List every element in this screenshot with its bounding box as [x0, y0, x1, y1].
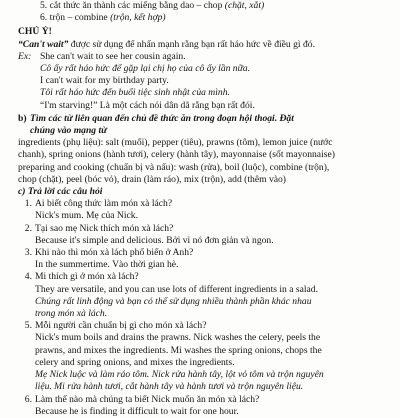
example-text: Tôi rất háo hức đến buổi tiệc sinh nhật của mình. [40, 87, 230, 99]
question-4 [18, 271, 394, 283]
answer-text: In the summertime. Vào thời gian hè. [35, 259, 179, 271]
example-quote-text: “I'm starving!” Là một cách nói dân dã rằng bạn rất đói. [40, 99, 255, 111]
answer-translation: Chúng rất linh động và bạn có thể sử dụng nhiều thành phần khác nhau [35, 295, 312, 307]
example-label: Ex: [18, 50, 32, 62]
question-text: Mi thích gì ở món xà lách? [35, 271, 139, 283]
note-intro-quote: “Can't wait” [18, 38, 69, 50]
example-text [18, 100, 394, 112]
section-b-body-line: ingredients (phụ liệu): salt (muối), pepper (tiêu), prawns (tôm), lemon juice (nước [18, 137, 333, 149]
question-5 [18, 320, 394, 332]
question-number: 1. [24, 198, 32, 210]
question-3 [18, 247, 394, 259]
example-text: I can't wait for my birthday party. [40, 75, 169, 87]
list-item-number: 5. [40, 0, 48, 11]
section-b-body-line: preparing and cooking (chuẩn bị và nấu): wash (rửa), boil (luộc), combine (trộn), [18, 161, 330, 173]
example-row [18, 51, 394, 63]
section-c-heading: c) Trả lời các câu hỏi [18, 186, 103, 198]
question-number: 4. [24, 271, 32, 283]
question-text: Mỗi người cần chuẩn bị gì cho món xà lách? [35, 320, 207, 332]
question-number: 3. [24, 247, 32, 259]
note-intro-text: được sử dụng để nhấn mạnh rằng bạn rất háo hức về điều gì đó. [68, 38, 315, 50]
note-title: CHÚ Ý! [18, 26, 52, 38]
answer-translation: trong món xà lách. [35, 308, 108, 320]
answer-text: Because it's simple and delicious. Bởi vì nó đơn giản và ngon. [35, 234, 274, 246]
question-number: 6. [24, 393, 32, 405]
list-item-5 [40, 0, 394, 12]
section-b-letter: b) [18, 112, 27, 124]
list-item-hint: (chặt, xắt) [224, 0, 265, 11]
answer-translation: liệu. Mi rửa hành tươi, cắt hành tây và hành tươi và trộn nguyên liệu. [35, 381, 304, 393]
note-intro [18, 39, 394, 51]
section-b-heading: chúng vào mạng từ [30, 125, 107, 137]
question-1 [18, 198, 394, 210]
answer-text: Nick's mum. Mẹ của Nick. [35, 210, 138, 222]
question-2 [18, 223, 394, 235]
answer-text: They are versatile, and you can use lots of different ingredients in a salad. [35, 283, 319, 295]
list-item-6 [40, 12, 394, 24]
answer-text: Nick's mum boils and drains the prawns. Nick washes the celery, peels the [35, 332, 321, 344]
section-b-body-line: chanh), spring onions (hành tươi), celery (hành tây), mayonnaise (sốt mayonnaise) [18, 149, 335, 161]
answer-text: prawns, and mixes the ingredients. Mi washes the spring onions, chops the [35, 344, 322, 356]
question-text: Ai biết công thức làm món xà lách? [35, 198, 173, 210]
list-item-text: trộn – combine [49, 12, 111, 24]
question-text: Làm thế nào mà chúng ta biết Nick muốn ăn món xà lách? [35, 393, 260, 405]
question-number: 2. [24, 222, 32, 234]
example-text: She can't wait to see her cousin again. [40, 50, 186, 62]
list-item-number: 6. [40, 12, 48, 24]
section-b-body-line: chop (chặt), peel (bóc vỏ), drain (làm ráo), mix (trộn), add (thêm vào) [18, 173, 286, 185]
example-text: Cô ấy rất háo hức để gặp lại chị họ của cô ấy lần nữa. [40, 63, 251, 75]
question-text: Khi nào thì món xà lách phổ biến ở Anh? [35, 247, 194, 259]
question-number: 5. [24, 320, 32, 332]
list-item-hint: (trộn, kết hợp) [110, 12, 166, 24]
answer-translation: Mẹ Nick luộc và làm ráo tôm. Nick rửa hành tây, lột vỏ tôm và trộn nguyên [35, 369, 324, 381]
question-text: Tại sao mẹ Nick thích món xà lách? [35, 222, 174, 234]
answer-text: Because he is finding it difficult to wait for one hour. [35, 405, 239, 417]
answer-text: celery and spring onions, and mixes the ingredients. [35, 356, 235, 368]
list-item-text: cắt thức ăn thành các miếng bằng dao – chop [49, 0, 225, 11]
section-b-heading: Tìm các từ liên quan đến chủ đề thức ăn trong đoạn hội thoại. Đặt [30, 112, 294, 124]
section-b [18, 113, 394, 137]
